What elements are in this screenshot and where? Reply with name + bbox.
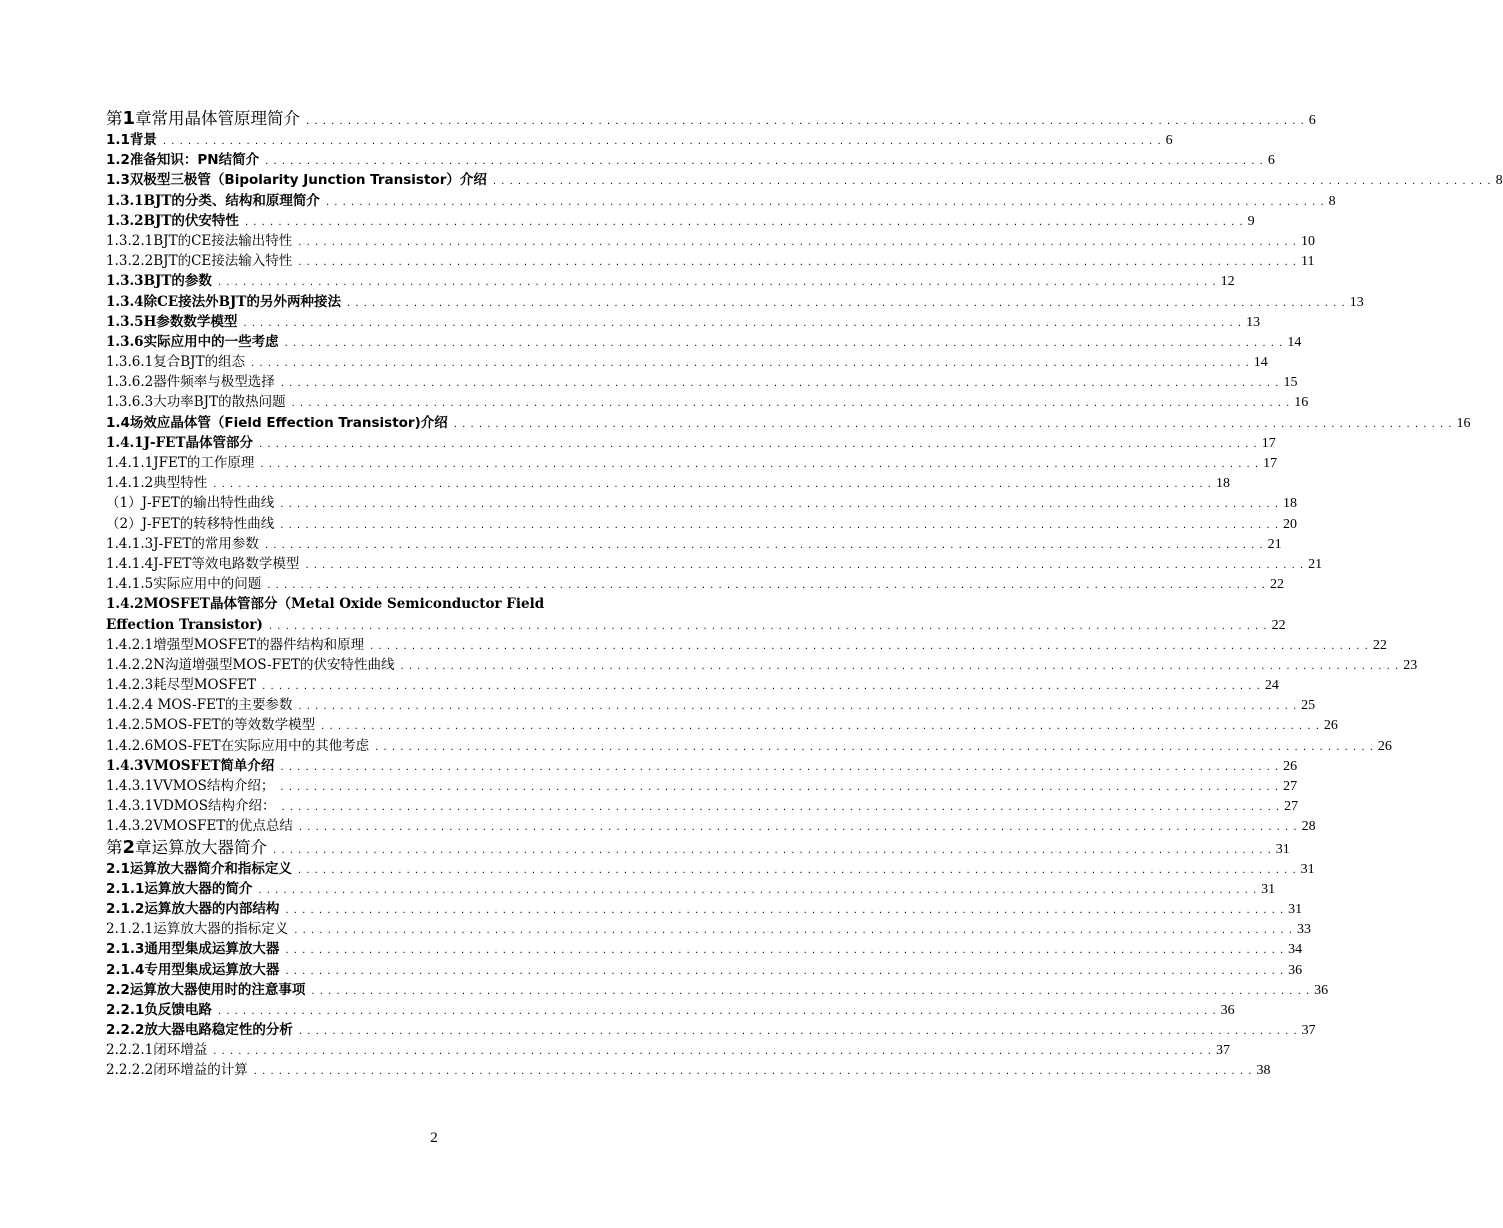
toc-entry[interactable]: [106, 372, 1298, 392]
dot-leader: . . . . . . . . . . . . . . . . . . . . . . . . . . . . . . . . . . . . . . . . . . . . . . . . . . . . . . . . . . . . . . . . . . . . . . . . . . . . . . . . . . . . . . . . . . . . . . . . . . . . . . . . . . . . . . . . . . . . . . . .: [297, 864, 1297, 876]
dot-leader: . . . . . . . . . . . . . . . . . . . . . . . . . . . . . . . . . . . . . . . . . . . . . . . . . . . . . . . . . . . . . . . . . . . . . . . . . . . . . . . . . . . . . . . . . . . . . . . . . . . . . . . . . . . . . . . . . . . . . . . .: [291, 398, 1291, 410]
toc-entry[interactable]: [106, 1060, 1271, 1080]
toc-page-number: 6: [1267, 153, 1275, 169]
toc-page-number: 6: [1308, 113, 1316, 128]
toc-entry-title: 1.4.1.4J-FET等效电路数学模型: [106, 555, 300, 572]
toc-entry-title: 1.3.6.2器件频率与极型选择: [106, 374, 275, 391]
toc-entry-title: [106, 837, 267, 859]
toc-entry-title: 1.4.3.1VVMOS结构介绍；: [106, 778, 275, 794]
toc-entry-title: 2.1.2.1运算放大器的指标定义: [106, 921, 289, 938]
toc-page-number: 26: [1283, 758, 1298, 774]
toc-page-number: 26: [1377, 738, 1392, 754]
toc-entry[interactable]: [106, 211, 1255, 231]
dot-leader: . . . . . . . . . . . . . . . . . . . . . . . . . . . . . . . . . . . . . . . . . . . . . . . . . . . . . . . . . . . . . . . . . . . . . . . . . . . . . . . . . . . . . . . . . . . . . . . . . . . . . . . . . . . . . . . . . . . . . . . .: [273, 844, 1272, 856]
dot-leader: . . . . . . . . . . . . . . . . . . . . . . . . . . . . . . . . . . . . . . . . . . . . . . . . . . . . . . . . . . . . . . . . . . . . . . . . . . . . . . . . . . . . . . . . . . . . . . . . . . . . . . . . . . . . . . . . . . . . . . . .: [213, 1046, 1212, 1058]
chapter-number: 2: [122, 836, 136, 858]
toc-entry[interactable]: [106, 231, 1315, 251]
toc-entry[interactable]: [106, 251, 1315, 271]
toc-entry-title: 1.3.5H参数数学模型: [106, 313, 238, 330]
toc-entry[interactable]: [106, 675, 1279, 695]
dot-leader: . . . . . . . . . . . . . . . . . . . . . . . . . . . . . . . . . . . . . . . . . . . . . . . . . . . . . . . . . . . . . . . . . . . . . . . . . . . . . . . . . . . . . . . . . . . . . . . . . . . . . . . . . . . . . . . . . . . . . . . .: [267, 580, 1266, 592]
toc-entry[interactable]: [106, 170, 1503, 190]
toc-page-number: 15: [1283, 375, 1298, 391]
toc-page-number: 28: [1301, 819, 1316, 835]
toc-entry[interactable]: [106, 352, 1268, 372]
toc-entry-title: 1.2准备知识：PN结简介: [106, 152, 260, 169]
toc-entry-title: 1.4.2.5MOS-FET的等效数学模型: [106, 717, 316, 734]
toc-entry[interactable]: [106, 1020, 1316, 1040]
toc-page-number: 8: [1495, 173, 1503, 189]
dot-leader: . . . . . . . . . . . . . . . . . . . . . . . . . . . . . . . . . . . . . . . . . . . . . . . . . . . . . . . . . . . . . . . . . . . . . . . . . . . . . . . . . . . . . . . . . . . . . . . . . . . . . . . . . . . . . . . . . . . . . . . .: [400, 660, 1400, 672]
toc-entry-title: [106, 108, 300, 130]
toc-page-number: 31: [1275, 841, 1290, 857]
toc-entry-title: 1.4.2.1增强型MOSFET的器件结构和原理: [106, 636, 365, 653]
dot-leader: . . . . . . . . . . . . . . . . . . . . . . . . . . . . . . . . . . . . . . . . . . . . . . . . . . . . . . . . . . . . . . . . . . . . . . . . . . . . . . . . . . . . . . . . . . . . . . . . . . . . . . . . . . . . . . . . . . . . . . . .: [281, 802, 1281, 814]
toc-entry-title: 1.4.2.4 MOS-FET的主要参数: [106, 697, 293, 714]
dot-leader: . . . . . . . . . . . . . . . . . . . . . . . . . . . . . . . . . . . . . . . . . . . . . . . . . . . . . . . . . . . . . . . . . . . . . . . . . . . . . . . . . . . . . . . . . . . . . . . . . . . . . . . . . . . . . . . . . . . . . . . .: [262, 681, 1261, 693]
toc-page-number: 22: [1372, 637, 1387, 653]
toc-entry[interactable]: [106, 514, 1298, 534]
dot-leader: . . . . . . . . . . . . . . . . . . . . . . . . . . . . . . . . . . . . . . . . . . . . . . . . . . . . . . . . . . . . . . . . . . . . . . . . . . . . . . . . . . . . . . . . . . . . . . . . . . . . . . . . . . . . . . . . . . . . . . . .: [311, 985, 1311, 997]
toc-page-number: 26: [1323, 718, 1338, 734]
toc-chapter-entry[interactable]: [106, 836, 1290, 859]
toc-entry-title: 1.3双极型三极管（Bipolarity Junction Transistor）介绍: [106, 172, 487, 189]
toc-entry-title: 1.4.1J-FET晶体管部分: [106, 434, 253, 451]
toc-entry[interactable]: [106, 433, 1276, 453]
toc-entry-title: 1.3.6.1复合BJT的组态: [106, 354, 246, 371]
toc-page-number: 13: [1349, 294, 1364, 310]
toc-entry-title: 2.2.2放大器电路稳定性的分析: [106, 1022, 293, 1039]
toc-entry-title: 2.1.3通用型集成运算放大器: [106, 941, 280, 958]
toc-page-number: 6: [1165, 133, 1173, 148]
toc-page-number: 8: [1328, 193, 1336, 209]
page-number: 2: [430, 1130, 438, 1146]
dot-leader: . . . . . . . . . . . . . . . . . . . . . . . . . . . . . . . . . . . . . . . . . . . . . . . . . . . . . . . . . . . . . . . . . . . . . . . . . . . . . . . . . . . . . . . . . . . . . . . . . . . . . . . . . . . . . . . . . . . . . . . .: [298, 701, 1298, 713]
toc-entry-title: 2.1.2运算放大器的内部结构: [106, 900, 280, 917]
toc-entry[interactable]: [106, 1000, 1235, 1020]
toc-entry[interactable]: [106, 453, 1278, 473]
toc-entry[interactable]: [106, 312, 1261, 332]
toc-entry-title: 1.3.3BJT的参数: [106, 273, 212, 290]
toc-page-number: 22: [1269, 577, 1284, 593]
toc-entry-title: 2.1运算放大器简介和指标定义: [106, 860, 292, 877]
toc-entry[interactable]: [106, 130, 1173, 150]
toc-entry-title: 1.4.3.1VDMOS结构介绍：: [106, 798, 276, 815]
toc-entry-title: 1.4场效应晶体管（Field Effection Transistor)介绍: [106, 414, 448, 431]
toc-entry[interactable]: [106, 776, 1298, 796]
toc-page-number: 17: [1263, 456, 1278, 471]
dot-leader: . . . . . . . . . . . . . . . . . . . . . . . . . . . . . . . . . . . . . . . . . . . . . . . . . . . . . . . . . . . . . . . . . . . . . . . . . . . . . . . . . . . . . . . . . . . . . . . . . . . . . . . . . . . . . . . . . . . . . . . .: [280, 378, 1280, 390]
toc-page-number: 36: [1220, 1002, 1235, 1018]
toc-entry[interactable]: [106, 392, 1309, 412]
toc-entry[interactable]: [106, 191, 1336, 211]
toc-page-number: 21: [1267, 536, 1282, 552]
toc-entry[interactable]: [106, 534, 1282, 554]
chapter-prefix: 第: [106, 109, 123, 128]
toc-entry-title: 1.4.3.2VMOSFET的优点总结: [106, 818, 293, 835]
toc-entry[interactable]: [106, 615, 1286, 635]
dot-leader: . . . . . . . . . . . . . . . . . . . . . . . . . . . . . . . . . . . . . . . . . . . . . . . . . . . . . . . . . . . . . . . . . . . . . . . . . . . . . . . . . . . . . . . . . . . . . . . . . . . . . . . . . . . . . . . . . . . . . . . .: [264, 539, 1264, 551]
dot-leader: . . . . . . . . . . . . . . . . . . . . . . . . . . . . . . . . . . . . . . . . . . . . . . . . . . . . . . . . . . . . . . . . . . . . . . . . . . . . . . . . . . . . . . . . . . . . . . . . . . . . . . . . . . . . . . . . . . . . . . . .: [280, 782, 1280, 793]
dot-leader: . . . . . . . . . . . . . . . . . . . . . . . . . . . . . . . . . . . . . . . . . . . . . . . . . . . . . . . . . . . . . . . . . . . . . . . . . . . . . . . . . . . . . . . . . . . . . . . . . . . . . . . . . . . . . . . . . . . . . . . .: [305, 559, 1305, 571]
toc-entry-title: 2.2运算放大器使用时的注意事项: [106, 981, 306, 998]
toc-entry[interactable]: [106, 554, 1323, 574]
chapter-title: 章运算放大器简介: [135, 837, 268, 857]
dot-leader: . . . . . . . . . . . . . . . . . . . . . . . . . . . . . . . . . . . . . . . . . . . . . . . . . . . . . . . . . . . . . . . . . . . . . . . . . . . . . . . . . . . . . . . . . . . . . . . . . . . . . . . . . . . . . . . . . . . . . . . .: [285, 965, 1285, 977]
dot-leader: . . . . . . . . . . . . . . . . . . . . . . . . . . . . . . . . . . . . . . . . . . . . . . . . . . . . . . . . . . . . . . . . . . . . . . . . . . . . . . . . . . . . . . . . . . . . . . . . . . . . . . . . . . . . . . . . . . . . . . . .: [162, 136, 1162, 147]
dot-leader: . . . . . . . . . . . . . . . . . . . . . . . . . . . . . . . . . . . . . . . . . . . . . . . . . . . . . . . . . . . . . . . . . . . . . . . . . . . . . . . . . . . . . . . . . . . . . . . . . . . . . . . . . . . . . . . . . . . . . . . .: [298, 1026, 1298, 1038]
toc-page-number: 31: [1288, 901, 1303, 917]
dot-leader: . . . . . . . . . . . . . . . . . . . . . . . . . . . . . . . . . . . . . . . . . . . . . . . . . . . . . . . . . . . . . . . . . . . . . . . . . . . . . . . . . . . . . . . . . . . . . . . . . . . . . . . . . . . . . . . . . . . . . . . .: [280, 499, 1280, 511]
toc-page-number: 36: [1288, 962, 1303, 978]
toc-page-number: 14: [1253, 355, 1268, 371]
toc-page-number: 27: [1284, 799, 1299, 815]
toc-entry-title: 1.4.2.3耗尽型MOSFET: [106, 677, 257, 694]
toc-entry-title: 1.1背景: [106, 132, 157, 148]
chapter-number: 1: [122, 108, 136, 129]
dot-leader: . . . . . . . . . . . . . . . . . . . . . . . . . . . . . . . . . . . . . . . . . . . . . . . . . . . . . . . . . . . . . . . . . . . . . . . . . . . . . . . . . . . . . . . . . . . . . . . . . . . . . . . . . . . . . . . . . . . . . . . .: [280, 761, 1280, 773]
toc-entry-title: 1.4.1.1JFET的工作原理: [106, 455, 255, 471]
dot-leader: . . . . . . . . . . . . . . . . . . . . . . . . . . . . . . . . . . . . . . . . . . . . . . . . . . . . . . . . . . . . . . . . . . . . . . . . . . . . . . . . . . . . . . . . . . . . . . . . . . . . . . . . . . . . . . . . . . . . . . . .: [346, 297, 1346, 309]
toc-entry-title: 1.4.1.5实际应用中的问题: [106, 576, 262, 593]
toc-entry[interactable]: [106, 292, 1364, 312]
toc-entry-title: 1.3.4除CE接法外BJT的另外两种接法: [106, 293, 341, 310]
toc-entry[interactable]: [106, 1040, 1230, 1060]
dot-leader: . . . . . . . . . . . . . . . . . . . . . . . . . . . . . . . . . . . . . . . . . . . . . . . . . . . . . . . . . . . . . . . . . . . . . . . . . . . . . . . . . . . . . . . . . . . . . . . . . . . . . . . . . . . . . . . . . . . . . . . .: [453, 418, 1453, 430]
dot-leader: . . . . . . . . . . . . . . . . . . . . . . . . . . . . . . . . . . . . . . . . . . . . . . . . . . . . . . . . . . . . . . . . . . . . . . . . . . . . . . . . . . . . . . . . . . . . . . . . . . . . . . . . . . . . . . . . . . . . . . . .: [217, 1005, 1217, 1017]
toc-page-number: 31: [1261, 881, 1276, 897]
dot-leader: . . . . . . . . . . . . . . . . . . . . . . . . . . . . . . . . . . . . . . . . . . . . . . . . . . . . . . . . . . . . . . . . . . . . . . . . . . . . . . . . . . . . . . . . . . . . . . . . . . . . . . . . . . . . . . . . . . . . . . . .: [285, 945, 1285, 957]
toc-entry-title: 1.4.3VMOSFET简单介绍: [106, 757, 275, 774]
toc-chapter-entry[interactable]: [106, 108, 1316, 130]
toc-entry[interactable]: [106, 271, 1235, 291]
dot-leader: . . . . . . . . . . . . . . . . . . . . . . . . . . . . . . . . . . . . . . . . . . . . . . . . . . . . . . . . . . . . . . . . . . . . . . . . . . . . . . . . . . . . . . . . . . . . . . . . . . . . . . . . . . . . . . . . . . . . . . . .: [294, 925, 1293, 937]
toc-entry[interactable]: [106, 635, 1387, 655]
toc-page-number: 23: [1403, 657, 1418, 673]
toc-entry-title: （2）J-FET的转移特性曲线: [106, 515, 275, 532]
dot-leader: . . . . . . . . . . . . . . . . . . . . . . . . . . . . . . . . . . . . . . . . . . . . . . . . . . . . . . . . . . . . . . . . . . . . . . . . . . . . . . . . . . . . . . . . . . . . . . . . . . . . . . . . . . . . . . . . . . . . . . . .: [243, 317, 1243, 329]
toc-page-number: 9: [1247, 213, 1255, 229]
toc-entry[interactable]: [106, 919, 1311, 939]
toc-entry[interactable]: [106, 859, 1315, 879]
toc-entry-title: 1.3.1BJT的分类、结构和原理简介: [106, 192, 320, 209]
toc-entry-title: 1.4.1.3J-FET的常用参数: [106, 535, 259, 552]
dot-leader: . . . . . . . . . . . . . . . . . . . . . . . . . . . . . . . . . . . . . . . . . . . . . . . . . . . . . . . . . . . . . . . . . . . . . . . . . . . . . . . . . . . . . . . . . . . . . . . . . . . . . . . . . . . . . . . . . . . . . . . .: [375, 741, 1374, 753]
toc-entry[interactable]: [106, 574, 1284, 594]
toc-entry-title: 1.4.2.2N沟道增强型MOS-FET的伏安特性曲线: [106, 656, 395, 673]
toc-entry[interactable]: [106, 980, 1329, 1000]
toc-entry[interactable]: [106, 960, 1303, 980]
toc-entry-title: 2.1.1运算放大器的简介: [106, 880, 253, 897]
toc-entry-title[interactable]: 1.4.2MOSFET晶体管部分（Metal Oxide Semiconductor Field: [106, 596, 545, 613]
toc-page-number: 22: [1271, 617, 1286, 633]
toc-page-number: 21: [1308, 556, 1323, 572]
toc-entry-title: （1）J-FET的输出特性曲线: [106, 495, 275, 512]
toc-page-number: 18: [1215, 476, 1230, 492]
dot-leader: . . . . . . . . . . . . . . . . . . . . . . . . . . . . . . . . . . . . . . . . . . . . . . . . . . . . . . . . . . . . . . . . . . . . . . . . . . . . . . . . . . . . . . . . . . . . . . . . . . . . . . . . . . . . . . . . . . . . . . . .: [268, 620, 1268, 632]
dot-leader: . . . . . . . . . . . . . . . . . . . . . . . . . . . . . . . . . . . . . . . . . . . . . . . . . . . . . . . . . . . . . . . . . . . . . . . . . . . . . . . . . . . . . . . . . . . . . . . . . . . . . . . . . . . . . . . . . . . . . . . .: [280, 519, 1280, 531]
dot-leader: . . . . . . . . . . . . . . . . . . . . . . . . . . . . . . . . . . . . . . . . . . . . . . . . . . . . . . . . . . . . . . . . . . . . . . . . . . . . . . . . . . . . . . . . . . . . . . . . . . . . . . . . . . . . . . . . . . . . . . . .: [298, 236, 1297, 248]
toc-page-number: 37: [1301, 1023, 1316, 1039]
dot-leader: . . . . . . . . . . . . . . . . . . . . . . . . . . . . . . . . . . . . . . . . . . . . . . . . . . . . . . . . . . . . . . . . . . . . . . . . . . . . . . . . . . . . . . . . . . . . . . . . . . . . . . . . . . . . . . . . . . . . . . . .: [285, 904, 1285, 916]
toc-entry-title: 2.2.2.1闭环增益: [106, 1042, 208, 1059]
dot-leader: . . . . . . . . . . . . . . . . . . . . . . . . . . . . . . . . . . . . . . . . . . . . . . . . . . . . . . . . . . . . . . . . . . . . . . . . . . . . . . . . . . . . . . . . . . . . . . . . . . . . . . . . . . . . . . . . . . . . . . . .: [492, 176, 1492, 188]
toc-entry-title: 1.3.2BJT的伏安特性: [106, 212, 239, 229]
toc-page-number: 20: [1283, 516, 1298, 532]
toc-entry[interactable]: [106, 473, 1230, 493]
toc-page-number: 12: [1220, 274, 1235, 290]
dot-leader: . . . . . . . . . . . . . . . . . . . . . . . . . . . . . . . . . . . . . . . . . . . . . . . . . . . . . . . . . . . . . . . . . . . . . . . . . . . . . . . . . . . . . . . . . . . . . . . . . . . . . . . . . . . . . . . . . . . . . . . .: [213, 479, 1212, 491]
toc-page-number: 10: [1300, 233, 1315, 249]
toc-entry-title: 1.4.2.6MOS-FET在实际应用中的其他考虑: [106, 737, 370, 754]
dot-leader: . . . . . . . . . . . . . . . . . . . . . . . . . . . . . . . . . . . . . . . . . . . . . . . . . . . . . . . . . . . . . . . . . . . . . . . . . . . . . . . . . . . . . . . . . . . . . . . . . . . . . . . . . . . . . . . . . . . . . . . .: [284, 337, 1284, 349]
dot-leader: . . . . . . . . . . . . . . . . . . . . . . . . . . . . . . . . . . . . . . . . . . . . . . . . . . . . . . . . . . . . . . . . . . . . . . . . . . . . . . . . . . . . . . . . . . . . . . . . . . . . . . . . . . . . . . . . . . . . . . . .: [253, 1066, 1253, 1078]
toc-entry-title: 1.3.6实际应用中的一些考虑: [106, 333, 279, 350]
toc-entry-title: 2.2.2.2闭环增益的计算: [106, 1062, 248, 1079]
toc-page-number: 36: [1314, 982, 1329, 998]
toc-page-number: 24: [1264, 678, 1279, 694]
toc-entry[interactable]: [106, 332, 1302, 352]
toc-page-number: 27: [1283, 779, 1298, 794]
dot-leader: . . . . . . . . . . . . . . . . . . . . . . . . . . . . . . . . . . . . . . . . . . . . . . . . . . . . . . . . . . . . . . . . . . . . . . . . . . . . . . . . . . . . . . . . . . . . . . . . . . . . . . . . . . . . . . . . . . . . . . . .: [370, 640, 1369, 652]
toc-entry[interactable]: [106, 816, 1316, 836]
toc-entry[interactable]: [106, 150, 1275, 170]
toc-page-number: 25: [1301, 698, 1316, 714]
toc-page-number: 37: [1215, 1043, 1230, 1059]
toc-entry[interactable]: [106, 939, 1303, 959]
toc-entry-title: 1.3.2.1BJT的CE接法输出特性: [106, 232, 293, 249]
toc-entry-title: 2.1.4专用型集成运算放大器: [106, 961, 280, 978]
chapter-title: 章常用晶体管原理简介: [135, 109, 301, 128]
toc-entry[interactable]: [106, 655, 1418, 675]
toc-entry[interactable]: [106, 756, 1298, 776]
toc-entry-title: 2.2.1负反馈电路: [106, 1001, 212, 1018]
toc-page-number: 16: [1294, 395, 1309, 411]
toc-entry[interactable]: [106, 879, 1276, 899]
toc-entry[interactable]: [106, 715, 1338, 735]
toc-entry-title: 1.3.6.3大功率BJT的散热问题: [106, 394, 286, 411]
toc-page-number: 16: [1456, 415, 1471, 431]
dot-leader: . . . . . . . . . . . . . . . . . . . . . . . . . . . . . . . . . . . . . . . . . . . . . . . . . . . . . . . . . . . . . . . . . . . . . . . . . . . . . . . . . . . . . . . . . . . . . . . . . . . . . . . . . . . . . . . . . . . . . . . .: [321, 721, 1320, 733]
toc-entry-title: 1.4.1.2典型特性: [106, 475, 208, 492]
dot-leader: . . . . . . . . . . . . . . . . . . . . . . . . . . . . . . . . . . . . . . . . . . . . . . . . . . . . . . . . . . . . . . . . . . . . . . . . . . . . . . . . . . . . . . . . . . . . . . . . . . . . . . . . . . . . . . . . . . . . . . . .: [251, 358, 1250, 370]
toc-entry[interactable]: [106, 413, 1471, 433]
dot-leader: . . . . . . . . . . . . . . . . . . . . . . . . . . . . . . . . . . . . . . . . . . . . . . . . . . . . . . . . . . . . . . . . . . . . . . . . . . . . . . . . . . . . . . . . . . . . . . . . . . . . . . . . . . . . . . . . . . . . . . . .: [260, 459, 1260, 470]
chapter-prefix: 第: [106, 837, 123, 857]
toc-page-number: 18: [1283, 496, 1298, 512]
toc-page-number: 13: [1246, 314, 1261, 330]
toc-entry-title: 1.3.2.2BJT的CE接法输入特性: [106, 253, 293, 270]
toc-entry[interactable]: [106, 736, 1392, 756]
dot-leader: . . . . . . . . . . . . . . . . . . . . . . . . . . . . . . . . . . . . . . . . . . . . . . . . . . . . . . . . . . . . . . . . . . . . . . . . . . . . . . . . . . . . . . . . . . . . . . . . . . . . . . . . . . . . . . . . . . . . . . . .: [244, 216, 1244, 228]
table-of-contents: [106, 108, 1503, 1081]
toc-entry[interactable]: [106, 695, 1316, 715]
toc-entry[interactable]: [106, 899, 1303, 919]
toc-page-number: 14: [1287, 334, 1302, 350]
toc-page-number: 33: [1296, 922, 1311, 938]
dot-leader: . . . . . . . . . . . . . . . . . . . . . . . . . . . . . . . . . . . . . . . . . . . . . . . . . . . . . . . . . . . . . . . . . . . . . . . . . . . . . . . . . . . . . . . . . . . . . . . . . . . . . . . . . . . . . . . . . . . . . . . .: [298, 822, 1298, 834]
toc-page-number: 17: [1261, 435, 1276, 451]
dot-leader: . . . . . . . . . . . . . . . . . . . . . . . . . . . . . . . . . . . . . . . . . . . . . . . . . . . . . . . . . . . . . . . . . . . . . . . . . . . . . . . . . . . . . . . . . . . . . . . . . . . . . . . . . . . . . . . . . . . . . . . .: [258, 884, 1258, 896]
dot-leader: . . . . . . . . . . . . . . . . . . . . . . . . . . . . . . . . . . . . . . . . . . . . . . . . . . . . . . . . . . . . . . . . . . . . . . . . . . . . . . . . . . . . . . . . . . . . . . . . . . . . . . . . . . . . . . . . . . . . . . . .: [298, 257, 1297, 269]
dot-leader: . . . . . . . . . . . . . . . . . . . . . . . . . . . . . . . . . . . . . . . . . . . . . . . . . . . . . . . . . . . . . . . . . . . . . . . . . . . . . . . . . . . . . . . . . . . . . . . . . . . . . . . . . . . . . . . . . . . . . . . .: [306, 116, 1305, 127]
toc-page-number: 34: [1288, 942, 1303, 958]
toc-page-number: 38: [1256, 1063, 1271, 1079]
toc-entry-title: Effection Transistor): [106, 616, 263, 633]
toc-page-number: 11: [1300, 254, 1315, 270]
toc-entry[interactable]: [106, 493, 1298, 513]
toc-page-number: 31: [1300, 861, 1315, 877]
toc-entry[interactable]: [106, 796, 1299, 816]
dot-leader: . . . . . . . . . . . . . . . . . . . . . . . . . . . . . . . . . . . . . . . . . . . . . . . . . . . . . . . . . . . . . . . . . . . . . . . . . . . . . . . . . . . . . . . . . . . . . . . . . . . . . . . . . . . . . . . . . . . . . . . .: [217, 277, 1217, 289]
dot-leader: . . . . . . . . . . . . . . . . . . . . . . . . . . . . . . . . . . . . . . . . . . . . . . . . . . . . . . . . . . . . . . . . . . . . . . . . . . . . . . . . . . . . . . . . . . . . . . . . . . . . . . . . . . . . . . . . . . . . . . . .: [265, 156, 1264, 168]
dot-leader: . . . . . . . . . . . . . . . . . . . . . . . . . . . . . . . . . . . . . . . . . . . . . . . . . . . . . . . . . . . . . . . . . . . . . . . . . . . . . . . . . . . . . . . . . . . . . . . . . . . . . . . . . . . . . . . . . . . . . . . .: [325, 196, 1325, 208]
dot-leader: . . . . . . . . . . . . . . . . . . . . . . . . . . . . . . . . . . . . . . . . . . . . . . . . . . . . . . . . . . . . . . . . . . . . . . . . . . . . . . . . . . . . . . . . . . . . . . . . . . . . . . . . . . . . . . . . . . . . . . . .: [259, 438, 1258, 450]
